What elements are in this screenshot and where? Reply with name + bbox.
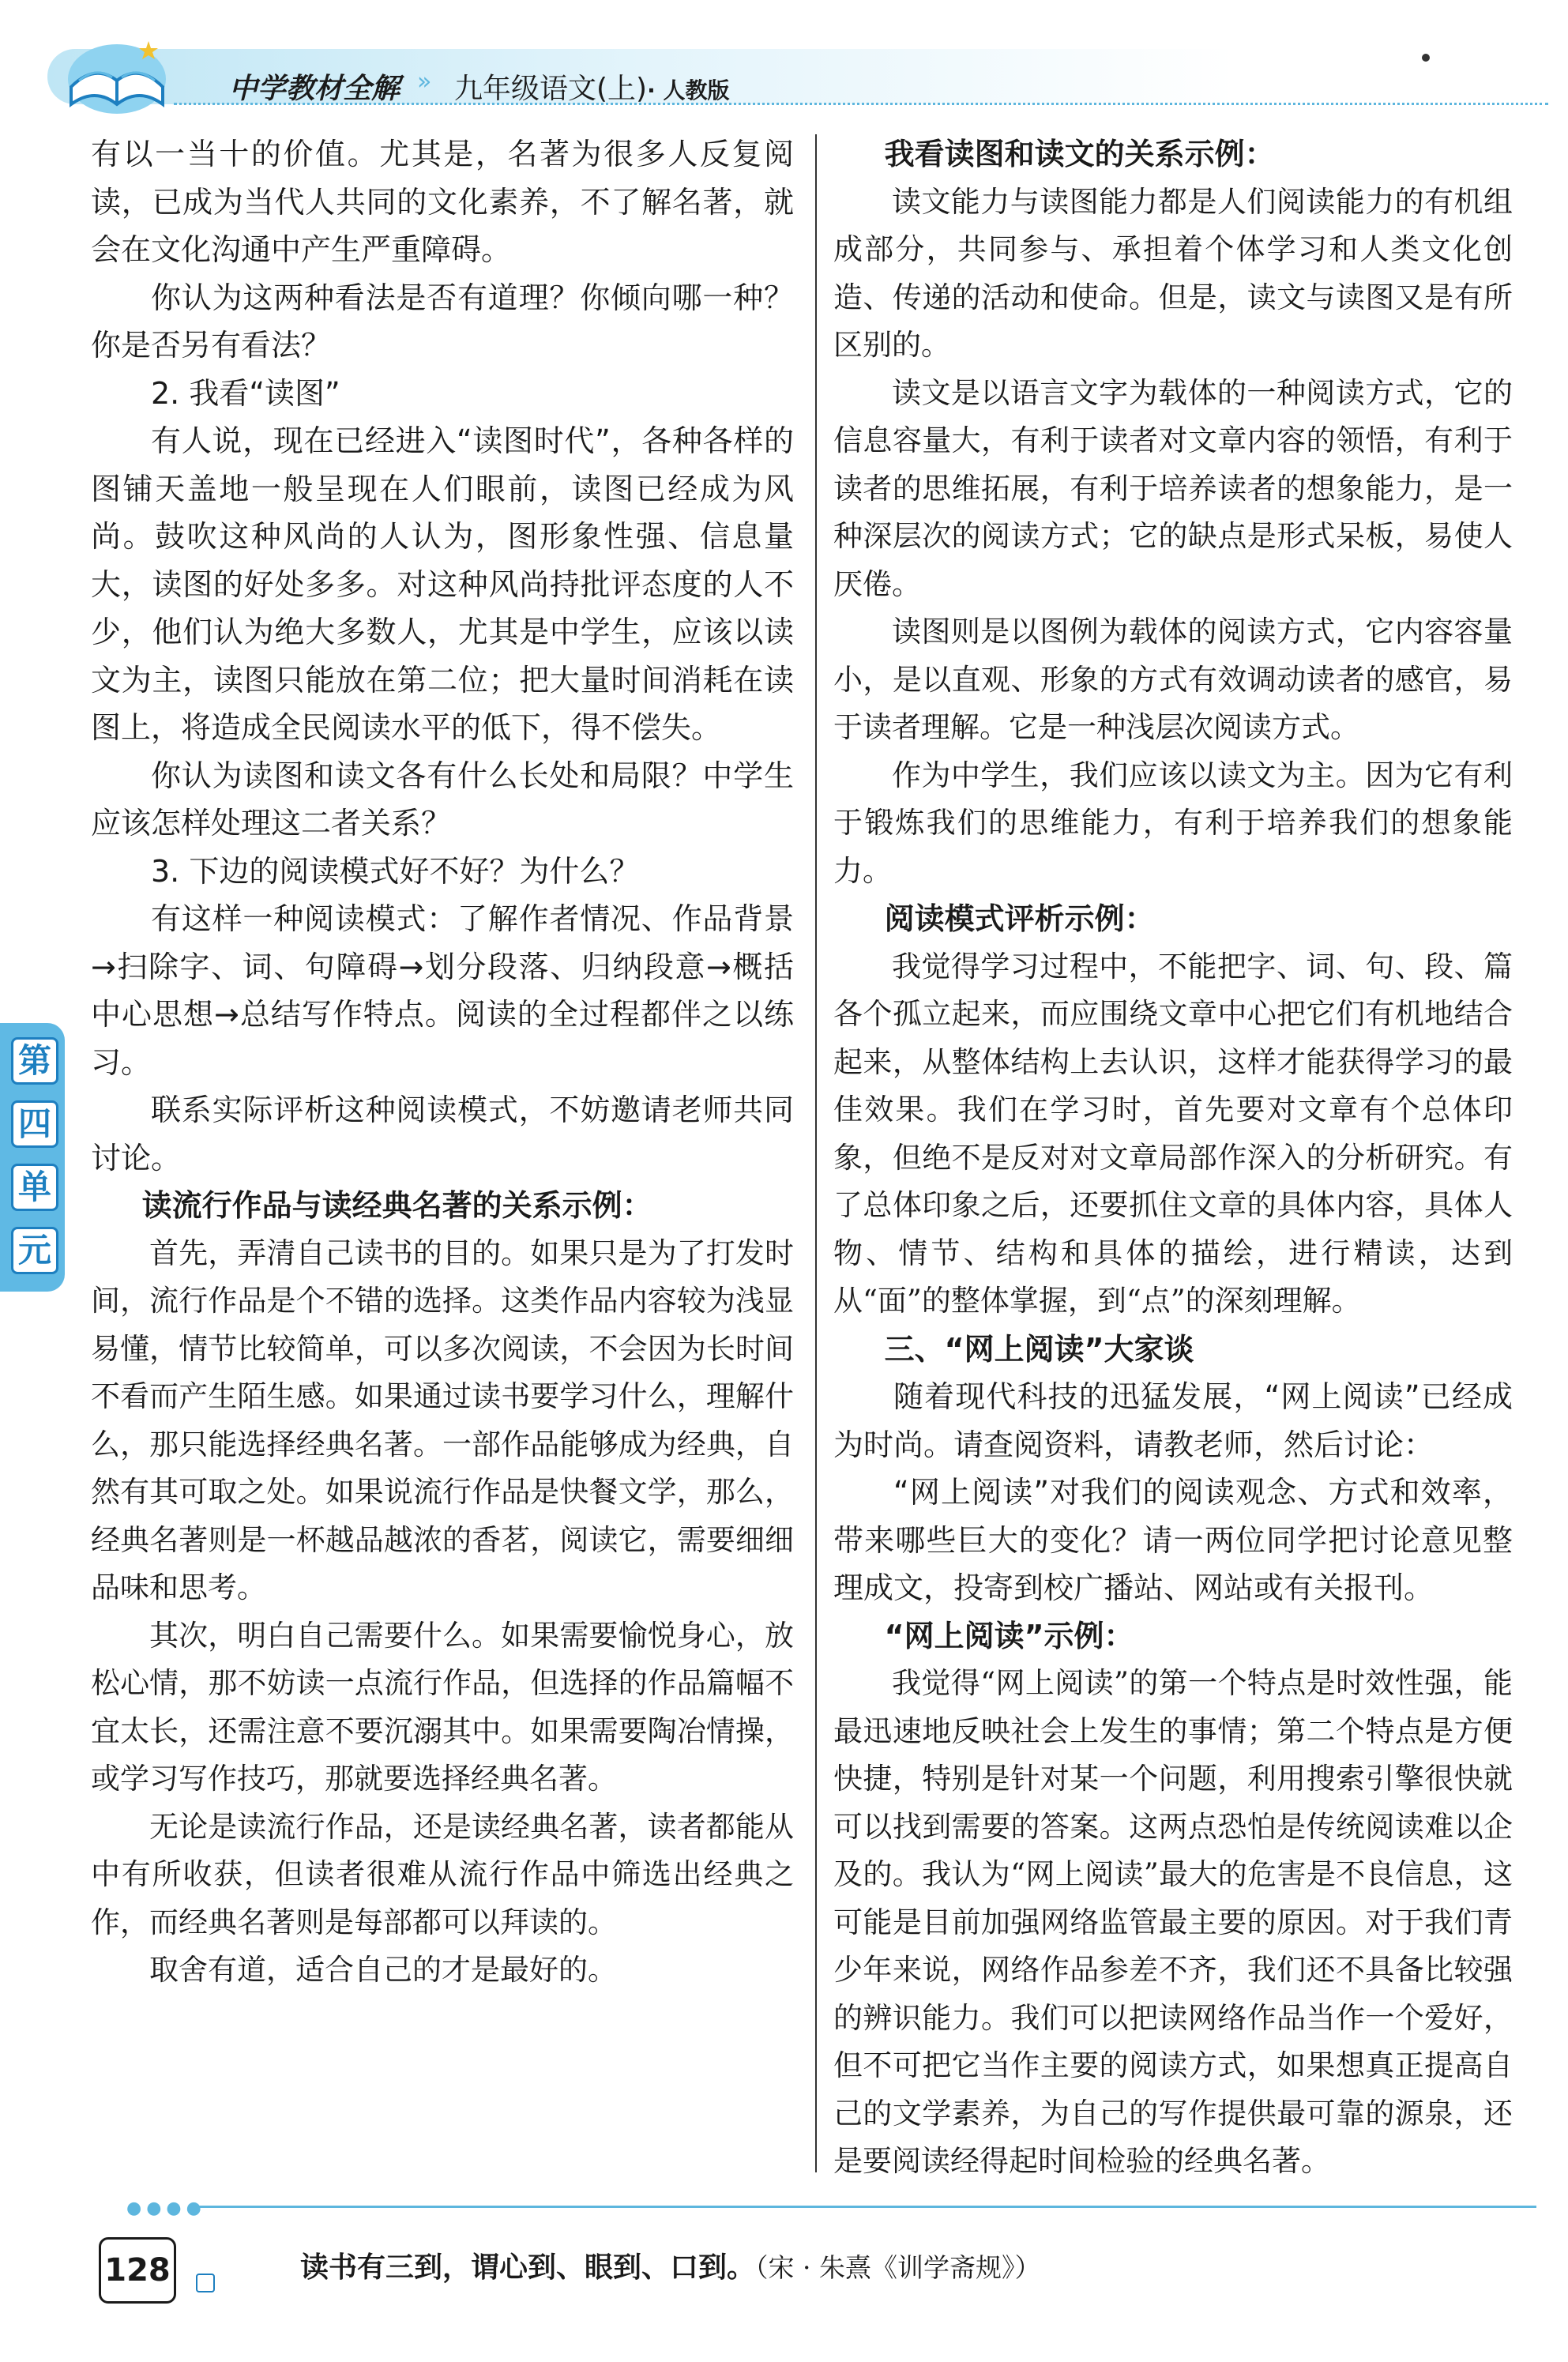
section-heading: 读流行作品与读经典名著的关系示例： (141, 1188, 652, 1223)
unit-tab-char: 第 (11, 1037, 58, 1085)
right-column (833, 130, 1513, 2186)
example-paragraph: 其次，明白自己需要什么。如果需要愉悦身心，放松心情，那不妨读一点流行作品，但选择的作品篇幅不宜太长，还需注意不要沉溺其中。如果需要陶冶情操，或学习写作技巧，那就要选择经典名著。 (91, 1618, 794, 1796)
section-heading: “网上阅读”示例： (884, 1618, 1134, 1653)
footer-line (194, 2206, 1536, 2208)
body-paragraph: 有以一当十的价值。尤其是，名著为很多人反复阅读，已成为当代人共同的文化素养，不了解名著，就会在文化沟通中产生严重障碍。 (91, 137, 794, 267)
example-paragraph: 无论是读流行作品，还是读经典名著，读者都能从中有所收获，但读者很难从流行作品中筛选出经典之作，而经典名著则是每部都可以拜读的。 (91, 1809, 794, 1939)
square-icon (196, 2274, 215, 2292)
example-paragraph: 读图则是以图例为载体的阅读方式，它内容容量小，是以直观、形象的方式有效调动读者的感官，易于读者理解。它是一种浅层次阅读方式。 (833, 615, 1513, 744)
open-book-icon (55, 32, 174, 118)
left-column (91, 130, 794, 1995)
body-paragraph: 3. 下边的阅读模式好不好？为什么？ (151, 853, 640, 889)
body-paragraph: “网上阅读”对我们的阅读观念、方式和效率，带来哪些巨大的变化？请一两位同学把讨论意见整理成文，投寄到校广播站、网站或有关报刊。 (833, 1475, 1513, 1605)
chevron-right-icon: » (417, 68, 432, 96)
unit-tab (0, 1023, 65, 1292)
section-heading: 三、“网上阅读”大家谈 (884, 1331, 1194, 1367)
body-paragraph: 有这样一种阅读模式：了解作者情况、作品背景→扫除字、词、句障碍→划分段落、归纳段意→概括中心思想→总结写作特点。阅读的全过程都伴之以练习。 (91, 901, 794, 1080)
example-paragraph: 取舍有道，适合自己的才是最好的。 (149, 1953, 617, 1987)
decorative-dot (1422, 54, 1430, 62)
example-paragraph: 首先，弄清自己读书的目的。如果只是为了打发时间，流行作品是个不错的选择。这类作品内容较为浅显易懂，情节比较简单，可以多次阅读，不会因为长时间不看而产生陌生感。如果通过读书要学习什么，理解什么，那只能选择经典名著。一部作品能够成为经典，自然有其可取之处。如果说流行作品是快餐文学，那么，经典名著则是一杯越品越浓的香茗，阅读它，需要细细品味和思考。 (91, 1236, 794, 1604)
footer-dots: ●●●● (126, 2198, 206, 2218)
section-heading: 阅读模式评析示例： (884, 901, 1155, 936)
body-paragraph: 随着现代科技的迅猛发展，“网上阅读”已经成为时尚。请查阅资料，请教老师，然后讨论： (833, 1379, 1513, 1462)
body-paragraph: 有人说，现在已经进入“读图时代”，各种各样的图铺天盖地一般呈现在人们眼前，读图已经成为风尚。鼓吹这种风尚的人认为，图形象性强、信息量大，读图的好处多多。对这种风尚持批评态度的人不少，他们认为绝大多数人，尤其是中学生，应该以读文为主，读图只能放在第二位；把大量时间消耗在读图上，将造成全民阅读水平的低下，得不偿失。 (91, 423, 794, 745)
body-paragraph: 你认为这两种看法是否有道理？你倾向哪一种？你是否另有看法？ (91, 280, 794, 363)
section-heading: 我看读图和读文的关系示例： (884, 137, 1275, 171)
example-paragraph: 作为中学生，我们应该以读文为主。因为它有利于锻炼我们的思维能力，有利于培养我们的想象能力。 (833, 758, 1513, 888)
example-paragraph: 我觉得学习过程中，不能把字、词、句、段、篇各个孤立起来，而应围绕文章中心把它们有机地结合起来，从整体结构上去认识，这样才能获得学习的最佳效果。我们在学习时，首先要对文章有个总体印象，但绝不是反对对文章局部作深入的分析研究。有了总体印象之后，还要抓住文章的具体内容，具体人物、情节、结构和具体的描绘，进行精读，达到从“面”的整体掌握，到“点”的深刻理解。 (833, 949, 1513, 1318)
body-paragraph: 2. 我看“读图” (151, 375, 340, 411)
example-paragraph: 读文能力与读图能力都是人们阅读能力的有机组成部分，共同参与、承担着个体学习和人类文化创造、传递的活动和使命。但是，读文与读图又是有所区别的。 (833, 184, 1513, 362)
example-paragraph: 读文是以语言文字为载体的一种阅读方式，它的信息容量大，有利于读者对文章内容的领悟，有利于读者的思维拓展，有利于培养读者的想象能力，是一种深层次的阅读方式；它的缺点是形式呆板，易使人厌倦。 (833, 375, 1513, 601)
unit-tab-char: 单 (11, 1164, 58, 1211)
page-number: 128 (99, 2237, 176, 2304)
unit-tab-char: 元 (11, 1227, 58, 1274)
book-title: 九年级语文(上)· 人教版 (454, 73, 730, 105)
example-paragraph: 我觉得“网上阅读”的第一个特点是时效性强，能最迅速地反映社会上发生的事情；第二个特点是方便快捷，特别是针对某一个问题，利用搜索引擎很快就可以找到需要的答案。这两点恐怕是传统阅读难以企及的。我认为“网上阅读”最大的危害是不良信息，这可能是目前加强网络监管最主要的原因。对于我们青少年来说，网络作品参差不齐，我们还不具备比较强的辨识能力。我们可以把读网络作品当作一个爱好，但不可把它当作主要的阅读方式，如果想真正提高自己的文学素养，为自己的写作提供最可靠的源泉，还是要阅读经得起时间检验的经典名著。 (833, 1666, 1513, 2178)
body-paragraph: 你认为读图和读文各有什么长处和局限？中学生应该怎样处理这二者关系？ (91, 758, 794, 841)
footer-quote: 读书有三到，谓心到、眼到、口到。（宋 · 朱熹《训学斋规》） (300, 2251, 1041, 2284)
series-title: 中学教材全解 (229, 73, 400, 105)
page-header (0, 0, 1568, 111)
column-divider (815, 134, 817, 2172)
unit-tab-char: 四 (11, 1100, 58, 1148)
body-paragraph: 联系实际评析这种阅读模式，不妨邀请老师共同讨论。 (91, 1093, 794, 1175)
